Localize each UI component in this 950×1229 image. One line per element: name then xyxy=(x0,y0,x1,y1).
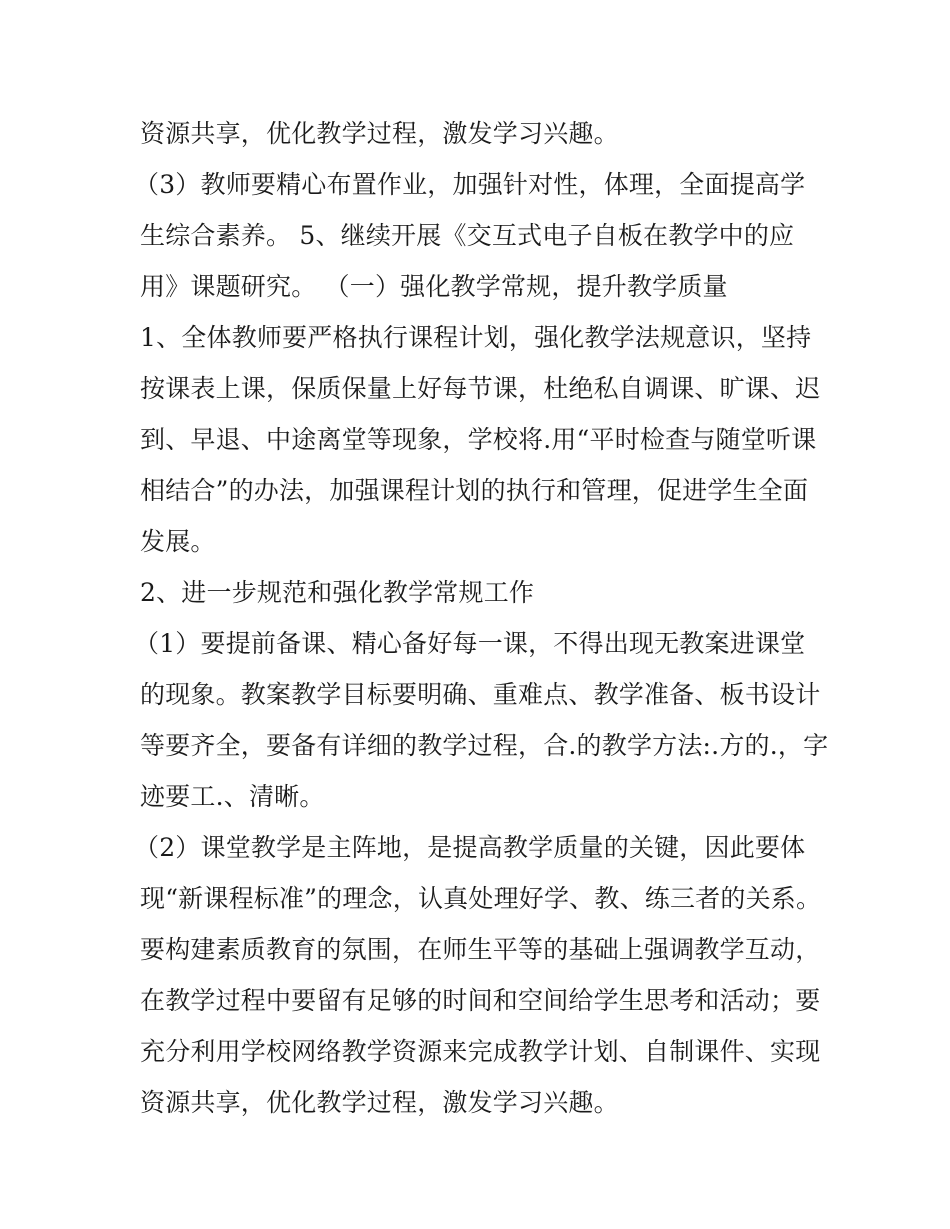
text-line: 发展。 xyxy=(140,527,216,556)
document-body xyxy=(134,108,830,1128)
text-line: 资源共享，优化教学过程，激发学习兴趣。 xyxy=(140,1088,619,1117)
text-line: （2）课堂教学是主阵地，是提高教学质量的关键，因此要体 xyxy=(134,833,806,862)
text-line: 充分利用学校网络教学资源来完成教学计划、自制课件、实现 xyxy=(140,1037,821,1066)
text-line: 生综合素养。 5、继续开展《交互式电子自板在教学中的应 xyxy=(140,221,795,250)
text-line: 1、全体教师要严格执行课程计划，强化教学法规意识，坚持 xyxy=(140,323,812,352)
text-line: 等要齐全，要备有详细的教学过程，合.的教学方法:.方的.，字 xyxy=(140,731,829,760)
text-line: 相结合”的办法，加强课程计划的执行和管理，促进学生全面 xyxy=(140,476,809,505)
text-line: 现“新课程标准”的理念，认真处理好学、教、练三者的关系。 xyxy=(140,884,822,913)
text-line: 2、进一步规范和强化教学常规工作 xyxy=(140,578,535,607)
text-line: 要构建素质教育的氛围，在师生平等的基础上强调教学互动， xyxy=(140,935,821,964)
text-line: （3）教师要精心布置作业，加强针对性，体理，全面提高学 xyxy=(134,170,806,199)
text-line: （1）要提前备课、精心备好每一课，不得出现无教案进课堂 xyxy=(134,629,806,658)
text-line: 按课表上课，保质保量上好每节课，杜绝私自调课、旷课、迟 xyxy=(140,374,821,403)
text-line: 资源共享，优化教学过程，激发学习兴趣。 xyxy=(140,119,619,148)
text-line: 的现象。教案教学目标要明确、重难点、教学准备、板书设计 xyxy=(140,680,821,709)
text-line: 到、早退、中途离堂等现象，学校将.用“平时检查与随堂听课 xyxy=(140,425,817,454)
text-line: 在教学过程中要留有足够的时间和空间给学生思考和活动；要 xyxy=(140,986,821,1015)
text-line: 用》课题研究。 （一）强化教学常规，提升教学质量 xyxy=(140,272,728,301)
text-line: 迹要工.、清晰。 xyxy=(140,782,325,811)
